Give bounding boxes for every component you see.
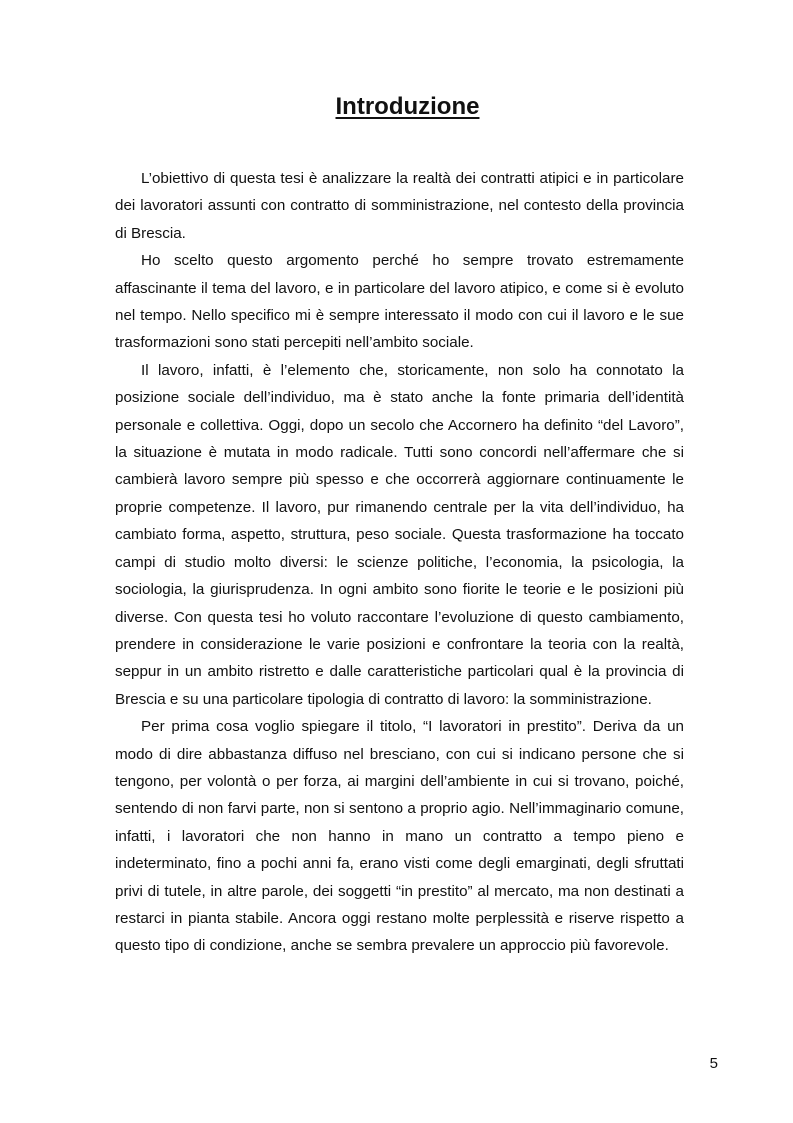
page-title: Introduzione: [335, 93, 480, 120]
body-text: [115, 165, 684, 960]
paragraph: L’obiettivo di questa tesi è analizzare la realtà dei contratti atipici e in particolare dei lavoratori assunti con contratto di somministrazione, nel contesto della provincia di Brescia.: [115, 170, 684, 242]
paragraph: Per prima cosa voglio spiegare il titolo, “I lavoratori in prestito”. Deriva da un modo di dire abbastanza diffuso nel bresciano, con cui si indicano persone che si tengono, per volontà o per forza, ai margini dell’ambiente in cui si trovano, poiché, sentendo di non farvi parte, non si sentono a proprio agio. Nell’immaginario comune, infatti, i lavoratori che non hanno in mano un contratto a tempo pieno e indeterminato, fino a pochi anni fa, erano visti come degli emarginati, degli sfruttati privi di tutele, in altre parole, dei soggetti “in prestito” al mercato, ma non destinati a restarci in pianta stabile. Ancora oggi restano molte perplessità e riserve rispetto a questo tipo di condizione, anche se sembra prevalere un approccio più favorevole.: [115, 718, 684, 955]
paragraph: Ho scelto questo argomento perché ho sempre trovato estremamente affascinante il tema del lavoro, e in particolare del lavoro atipico, e come si è evoluto nel tempo. Nello specifico mi è sempre interessato il modo con cui il lavoro e le sue trasformazioni sono stati percepiti nell’ambito sociale.: [115, 252, 684, 352]
page-number: 5: [709, 1055, 718, 1072]
paragraph: Il lavoro, infatti, è l’elemento che, storicamente, non solo ha connotato la posizione sociale dell’individuo, ma è stato anche la fonte primaria dell’identità personale e collettiva. Oggi, dopo un secolo che Accornero ha definito “del Lavoro”, la situazione è mutata in modo radicale. Tutti sono concordi nell’affermare che si cambierà lavoro sempre più spesso e che occorrerà aggiornare continuamente le proprie competenze. Il lavoro, pur rimanendo centrale per la vita dell’individuo, ha cambiato forma, aspetto, struttura, peso sociale. Questa trasformazione ha toccato campi di studio molto diversi: le scienze politiche, l’economia, la psicologia, la sociologia, la giurisprudenza. In ogni ambito sono fiorite le teorie e le posizioni più diverse. Con questa tesi ho voluto raccontare l’evoluzione di questo cambiamento, prendere in considerazione le varie posizioni e confrontare la teoria con la realtà, seppur in un ambito ristretto e dalle caratteristiche particolari qual è la provincia di Brescia e su una particolare tipologia di contratto di lavoro: la somministrazione.: [115, 361, 684, 708]
